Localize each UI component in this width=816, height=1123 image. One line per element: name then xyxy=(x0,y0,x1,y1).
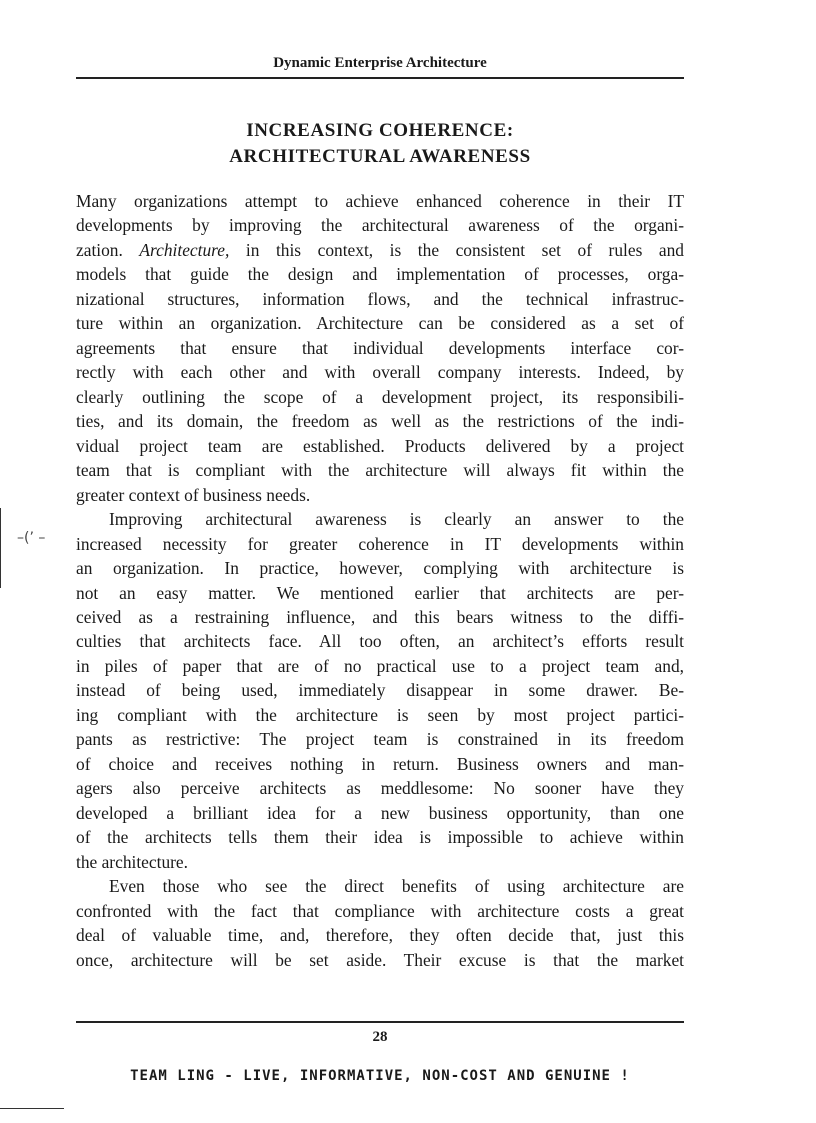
text-line: ing compliant with the architecture is seen by most project partici- xyxy=(76,704,684,725)
footer-rule xyxy=(76,1021,684,1023)
text-line: deal of valuable time, and, therefore, they often decide that, just this xyxy=(76,925,684,946)
section-title xyxy=(76,118,684,170)
text-line: of the architects tells them their idea is impossible to achieve within xyxy=(76,827,684,848)
text-line: Many organizations attempt to achieve enhanced coherence in their IT xyxy=(76,191,684,211)
text-line: vidual project team are established. Products delivered by a project xyxy=(76,435,684,456)
text-line: culties that architects face. All too often, an architect’s efforts result xyxy=(76,631,684,652)
text-line: zation. Architecture, in this context, is the consistent set of rules and xyxy=(76,239,684,260)
footer-tagline: TEAM LING - LIVE, INFORMATIVE, NON-COST AND GENUINE ! xyxy=(130,1068,630,1084)
text-line: ceived as a restraining influence, and this bears witness to the diffi- xyxy=(76,606,684,627)
text-line: developed a brilliant idea for a new business opportunity, than one xyxy=(76,802,684,823)
text-line: once, architecture will be set aside. Their excuse is that the market xyxy=(76,949,684,970)
section-title-line: INCREASING COHERENCE: xyxy=(246,120,514,141)
text-line: confronted with the fact that compliance with architecture costs a great xyxy=(76,900,684,921)
text-line: Even those who see the direct benefits of using architecture are xyxy=(109,876,684,897)
text-line: team that is compliant with the architecture will always fit within the xyxy=(76,460,684,481)
text-line: instead of being used, immediately disappear in some drawer. Be- xyxy=(76,680,684,701)
scan-edge-mark xyxy=(0,508,1,588)
text-line: increased necessity for greater coherence in IT developments within xyxy=(76,533,684,554)
text-line: an organization. In practice, however, complying with architecture is xyxy=(76,558,684,579)
body-text xyxy=(76,189,684,972)
text-line: models that guide the design and implementation of processes, orga- xyxy=(76,264,684,285)
header-rule xyxy=(76,77,684,79)
text-line: ture within an organization. Architecture can be considered as a set of xyxy=(76,313,684,334)
section-title-line: ARCHITECTURAL AWARENESS xyxy=(229,146,531,167)
text-line: agers also perceive architects as meddlesome: No sooner have they xyxy=(76,778,684,799)
text-line: nizational structures, information flows, and the technical infrastruc- xyxy=(76,288,684,309)
text-line: Improving architectural awareness is clearly an answer to the xyxy=(109,509,684,530)
text-line: developments by improving the architectural awareness of the organi- xyxy=(76,215,684,236)
text-line: agreements that ensure that individual developments interface cor- xyxy=(76,337,684,358)
text-line: of choice and receives nothing in return. Business owners and man- xyxy=(76,753,684,774)
text-line: in piles of paper that are of no practical use to a project team and, xyxy=(76,655,684,676)
text-line: ties, and its domain, the freedom as well as the restrictions of the indi- xyxy=(76,411,684,432)
page-number: 28 xyxy=(372,1029,388,1045)
crop-mark-icon: –(’ – xyxy=(17,530,46,546)
scan-edge-mark xyxy=(0,1108,64,1109)
text-line: the architecture. xyxy=(76,851,189,872)
text-line: pants as restrictive: The project team is constrained in its freedom xyxy=(76,729,684,750)
text-line: not an easy matter. We mentioned earlier that architects are per- xyxy=(76,582,684,603)
defined-term: Architecture, xyxy=(139,239,230,260)
text-line: greater context of business needs. xyxy=(76,484,311,505)
text-line: clearly outlining the scope of a development project, its responsibili- xyxy=(76,386,684,407)
running-header: Dynamic Enterprise Architecture xyxy=(273,55,487,71)
text-line: rectly with each other and with overall company interests. Indeed, by xyxy=(76,362,684,383)
